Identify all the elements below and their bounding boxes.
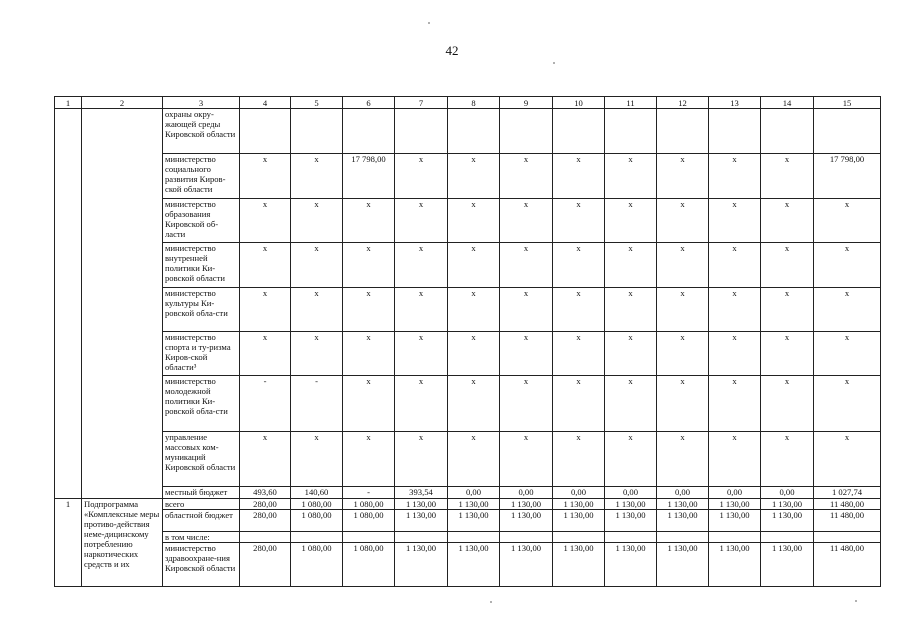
column-header: 15 <box>814 97 881 109</box>
value-cell: 1 130,00 <box>761 543 814 587</box>
table-row <box>55 109 881 154</box>
column-header: 4 <box>240 97 291 109</box>
table-row <box>55 332 881 376</box>
value-cell: 17 798,00 <box>814 154 881 199</box>
executor-name-cell: областной бюджет <box>163 510 240 532</box>
value-cell: 1 130,00 <box>709 499 761 510</box>
value-cell: 140,60 <box>291 487 343 499</box>
executor-name-cell: управление массовых ком-муникаций Кировской области <box>163 432 240 487</box>
value-cell: x <box>553 332 605 376</box>
value-cell: x <box>605 199 657 243</box>
value-cell <box>448 532 500 543</box>
scan-speck <box>553 62 555 64</box>
value-cell: x <box>395 332 448 376</box>
value-cell: 1 130,00 <box>605 510 657 532</box>
value-cell: 280,00 <box>240 510 291 532</box>
value-cell <box>657 532 709 543</box>
value-cell: x <box>709 376 761 432</box>
value-cell <box>709 109 761 154</box>
value-cell: x <box>761 243 814 288</box>
table-header-row <box>55 97 881 109</box>
value-cell: 1 130,00 <box>709 543 761 587</box>
value-cell: x <box>657 376 709 432</box>
scan-speck <box>428 22 430 24</box>
value-cell: 1 080,00 <box>291 510 343 532</box>
executor-name-cell: министерство здравоохране-ния Кировской области <box>163 543 240 587</box>
executor-name-cell: всего <box>163 499 240 510</box>
value-cell: 393,54 <box>395 487 448 499</box>
value-cell: x <box>657 199 709 243</box>
value-cell: 1 130,00 <box>395 510 448 532</box>
executor-name-cell: министерство культуры Ки-ровской обла-сти <box>163 288 240 332</box>
column-header: 9 <box>500 97 553 109</box>
value-cell: x <box>500 288 553 332</box>
value-cell: 11 480,00 <box>814 543 881 587</box>
value-cell <box>240 532 291 543</box>
value-cell: 1 130,00 <box>500 543 553 587</box>
value-cell: x <box>343 376 395 432</box>
value-cell: x <box>709 288 761 332</box>
value-cell <box>343 532 395 543</box>
value-cell: x <box>761 199 814 243</box>
table-row <box>55 543 881 587</box>
value-cell: x <box>500 154 553 199</box>
value-cell: x <box>553 376 605 432</box>
value-cell: x <box>605 432 657 487</box>
value-cell: 1 027,74 <box>814 487 881 499</box>
value-cell <box>761 532 814 543</box>
value-cell: x <box>448 154 500 199</box>
table-row <box>55 532 881 543</box>
column-header: 7 <box>395 97 448 109</box>
value-cell: x <box>709 432 761 487</box>
value-cell <box>291 532 343 543</box>
executor-name-cell: местный бюджет <box>163 487 240 499</box>
value-cell <box>814 109 881 154</box>
value-cell: 0,00 <box>657 487 709 499</box>
value-cell: 0,00 <box>553 487 605 499</box>
value-cell: x <box>605 332 657 376</box>
value-cell: x <box>395 154 448 199</box>
value-cell <box>500 109 553 154</box>
value-cell: 11 480,00 <box>814 499 881 510</box>
value-cell: x <box>395 243 448 288</box>
value-cell: 11 480,00 <box>814 510 881 532</box>
value-cell: 1 130,00 <box>657 499 709 510</box>
value-cell: x <box>709 243 761 288</box>
table-row <box>55 199 881 243</box>
column-header: 13 <box>709 97 761 109</box>
value-cell: x <box>553 432 605 487</box>
value-cell: 1 130,00 <box>395 543 448 587</box>
value-cell <box>291 109 343 154</box>
value-cell: x <box>448 288 500 332</box>
value-cell: x <box>709 199 761 243</box>
value-cell: x <box>448 243 500 288</box>
executor-name-cell: охраны окру-жающей среды Кировской области <box>163 109 240 154</box>
value-cell: x <box>761 376 814 432</box>
value-cell: x <box>657 288 709 332</box>
value-cell: 0,00 <box>709 487 761 499</box>
value-cell: x <box>657 432 709 487</box>
value-cell: 1 080,00 <box>343 499 395 510</box>
value-cell: 17 798,00 <box>343 154 395 199</box>
column-header: 6 <box>343 97 395 109</box>
value-cell: x <box>291 432 343 487</box>
value-cell: - <box>240 376 291 432</box>
value-cell: x <box>240 243 291 288</box>
value-cell: x <box>500 332 553 376</box>
value-cell: x <box>395 432 448 487</box>
value-cell <box>553 532 605 543</box>
value-cell: 1 130,00 <box>709 510 761 532</box>
scan-speck <box>855 600 857 602</box>
value-cell: 1 080,00 <box>343 510 395 532</box>
value-cell: x <box>500 432 553 487</box>
program-name-cell <box>82 109 163 499</box>
value-cell: - <box>343 487 395 499</box>
value-cell: x <box>291 154 343 199</box>
value-cell: 1 080,00 <box>291 499 343 510</box>
value-cell: x <box>291 199 343 243</box>
value-cell: x <box>553 288 605 332</box>
value-cell: 1 130,00 <box>553 499 605 510</box>
value-cell <box>605 532 657 543</box>
executor-name-cell: министерство спорта и ту-ризма Киров-ской области³ <box>163 332 240 376</box>
value-cell: x <box>605 243 657 288</box>
column-header: 5 <box>291 97 343 109</box>
column-header: 12 <box>657 97 709 109</box>
value-cell: 0,00 <box>448 487 500 499</box>
value-cell: x <box>343 432 395 487</box>
value-cell: x <box>448 432 500 487</box>
value-cell <box>814 532 881 543</box>
value-cell: x <box>500 376 553 432</box>
executor-name-cell: министерство социального развития Киров-ской области <box>163 154 240 199</box>
value-cell: x <box>240 332 291 376</box>
value-cell <box>395 109 448 154</box>
value-cell: 1 130,00 <box>657 543 709 587</box>
value-cell: x <box>291 288 343 332</box>
value-cell: x <box>448 199 500 243</box>
value-cell: 1 130,00 <box>605 499 657 510</box>
value-cell: 1 130,00 <box>500 499 553 510</box>
value-cell: 1 130,00 <box>605 543 657 587</box>
value-cell: x <box>605 154 657 199</box>
table-row <box>55 243 881 288</box>
value-cell: x <box>448 332 500 376</box>
value-cell: x <box>814 332 881 376</box>
value-cell: x <box>343 288 395 332</box>
value-cell: 1 130,00 <box>761 510 814 532</box>
value-cell: x <box>291 332 343 376</box>
scan-speck <box>490 601 492 603</box>
value-cell: x <box>395 199 448 243</box>
column-header: 2 <box>82 97 163 109</box>
value-cell <box>657 109 709 154</box>
value-cell: x <box>657 332 709 376</box>
value-cell: 493,60 <box>240 487 291 499</box>
column-header: 3 <box>163 97 240 109</box>
column-header: 11 <box>605 97 657 109</box>
value-cell: x <box>553 199 605 243</box>
value-cell: x <box>814 288 881 332</box>
value-cell: 1 130,00 <box>553 543 605 587</box>
column-header: 1 <box>55 97 82 109</box>
value-cell: x <box>240 432 291 487</box>
value-cell: 1 130,00 <box>395 499 448 510</box>
value-cell: x <box>814 243 881 288</box>
value-cell: x <box>761 154 814 199</box>
table-row <box>55 487 881 499</box>
value-cell <box>448 109 500 154</box>
row-number-cell: 1 <box>55 499 82 587</box>
value-cell <box>343 109 395 154</box>
column-header: 14 <box>761 97 814 109</box>
value-cell: 0,00 <box>500 487 553 499</box>
value-cell <box>761 109 814 154</box>
value-cell <box>395 532 448 543</box>
value-cell: 280,00 <box>240 499 291 510</box>
value-cell: 280,00 <box>240 543 291 587</box>
value-cell <box>500 532 553 543</box>
value-cell: 1 130,00 <box>500 510 553 532</box>
value-cell: x <box>605 288 657 332</box>
table-row <box>55 510 881 532</box>
table-row <box>55 499 881 510</box>
value-cell: x <box>500 199 553 243</box>
value-cell: x <box>553 154 605 199</box>
executor-name-cell: министерство внутренней политики Ки-ровской области <box>163 243 240 288</box>
value-cell: x <box>814 199 881 243</box>
value-cell: x <box>240 154 291 199</box>
value-cell: x <box>343 199 395 243</box>
value-cell: x <box>605 376 657 432</box>
value-cell: 0,00 <box>605 487 657 499</box>
value-cell: x <box>814 376 881 432</box>
value-cell: x <box>343 332 395 376</box>
table-row <box>55 432 881 487</box>
value-cell <box>240 109 291 154</box>
row-number-cell <box>55 109 82 499</box>
value-cell: x <box>657 243 709 288</box>
budget-table <box>54 96 881 587</box>
executor-name-cell: министерство образования Кировской об-ласти <box>163 199 240 243</box>
value-cell: 1 080,00 <box>343 543 395 587</box>
value-cell: 1 130,00 <box>761 499 814 510</box>
value-cell <box>709 532 761 543</box>
value-cell: x <box>657 154 709 199</box>
value-cell: x <box>709 154 761 199</box>
value-cell: 1 130,00 <box>553 510 605 532</box>
value-cell <box>553 109 605 154</box>
value-cell: x <box>553 243 605 288</box>
value-cell: x <box>395 288 448 332</box>
table-row <box>55 154 881 199</box>
table-row <box>55 288 881 332</box>
value-cell: - <box>291 376 343 432</box>
value-cell: 1 130,00 <box>448 510 500 532</box>
column-header: 8 <box>448 97 500 109</box>
value-cell: 1 080,00 <box>291 543 343 587</box>
page-number: 42 <box>445 43 459 58</box>
value-cell: 1 130,00 <box>448 543 500 587</box>
value-cell: x <box>240 199 291 243</box>
value-cell: x <box>395 376 448 432</box>
subprogram-title-cell: Подпрограмма «Комплексные меры противо-действия неме-дицинскому потреблению наркотических средств и их <box>82 499 163 587</box>
value-cell: x <box>448 376 500 432</box>
value-cell: 0,00 <box>761 487 814 499</box>
value-cell: x <box>761 288 814 332</box>
value-cell: x <box>761 432 814 487</box>
value-cell: x <box>500 243 553 288</box>
value-cell: x <box>343 243 395 288</box>
value-cell: x <box>761 332 814 376</box>
value-cell: x <box>291 243 343 288</box>
column-header: 10 <box>553 97 605 109</box>
value-cell: 1 130,00 <box>448 499 500 510</box>
value-cell: x <box>240 288 291 332</box>
value-cell: x <box>709 332 761 376</box>
value-cell: x <box>814 432 881 487</box>
value-cell: 1 130,00 <box>657 510 709 532</box>
executor-name-cell: в том числе: <box>163 532 240 543</box>
table-row <box>55 376 881 432</box>
value-cell <box>605 109 657 154</box>
executor-name-cell: министерство молодежной политики Ки-ровской обла-сти <box>163 376 240 432</box>
